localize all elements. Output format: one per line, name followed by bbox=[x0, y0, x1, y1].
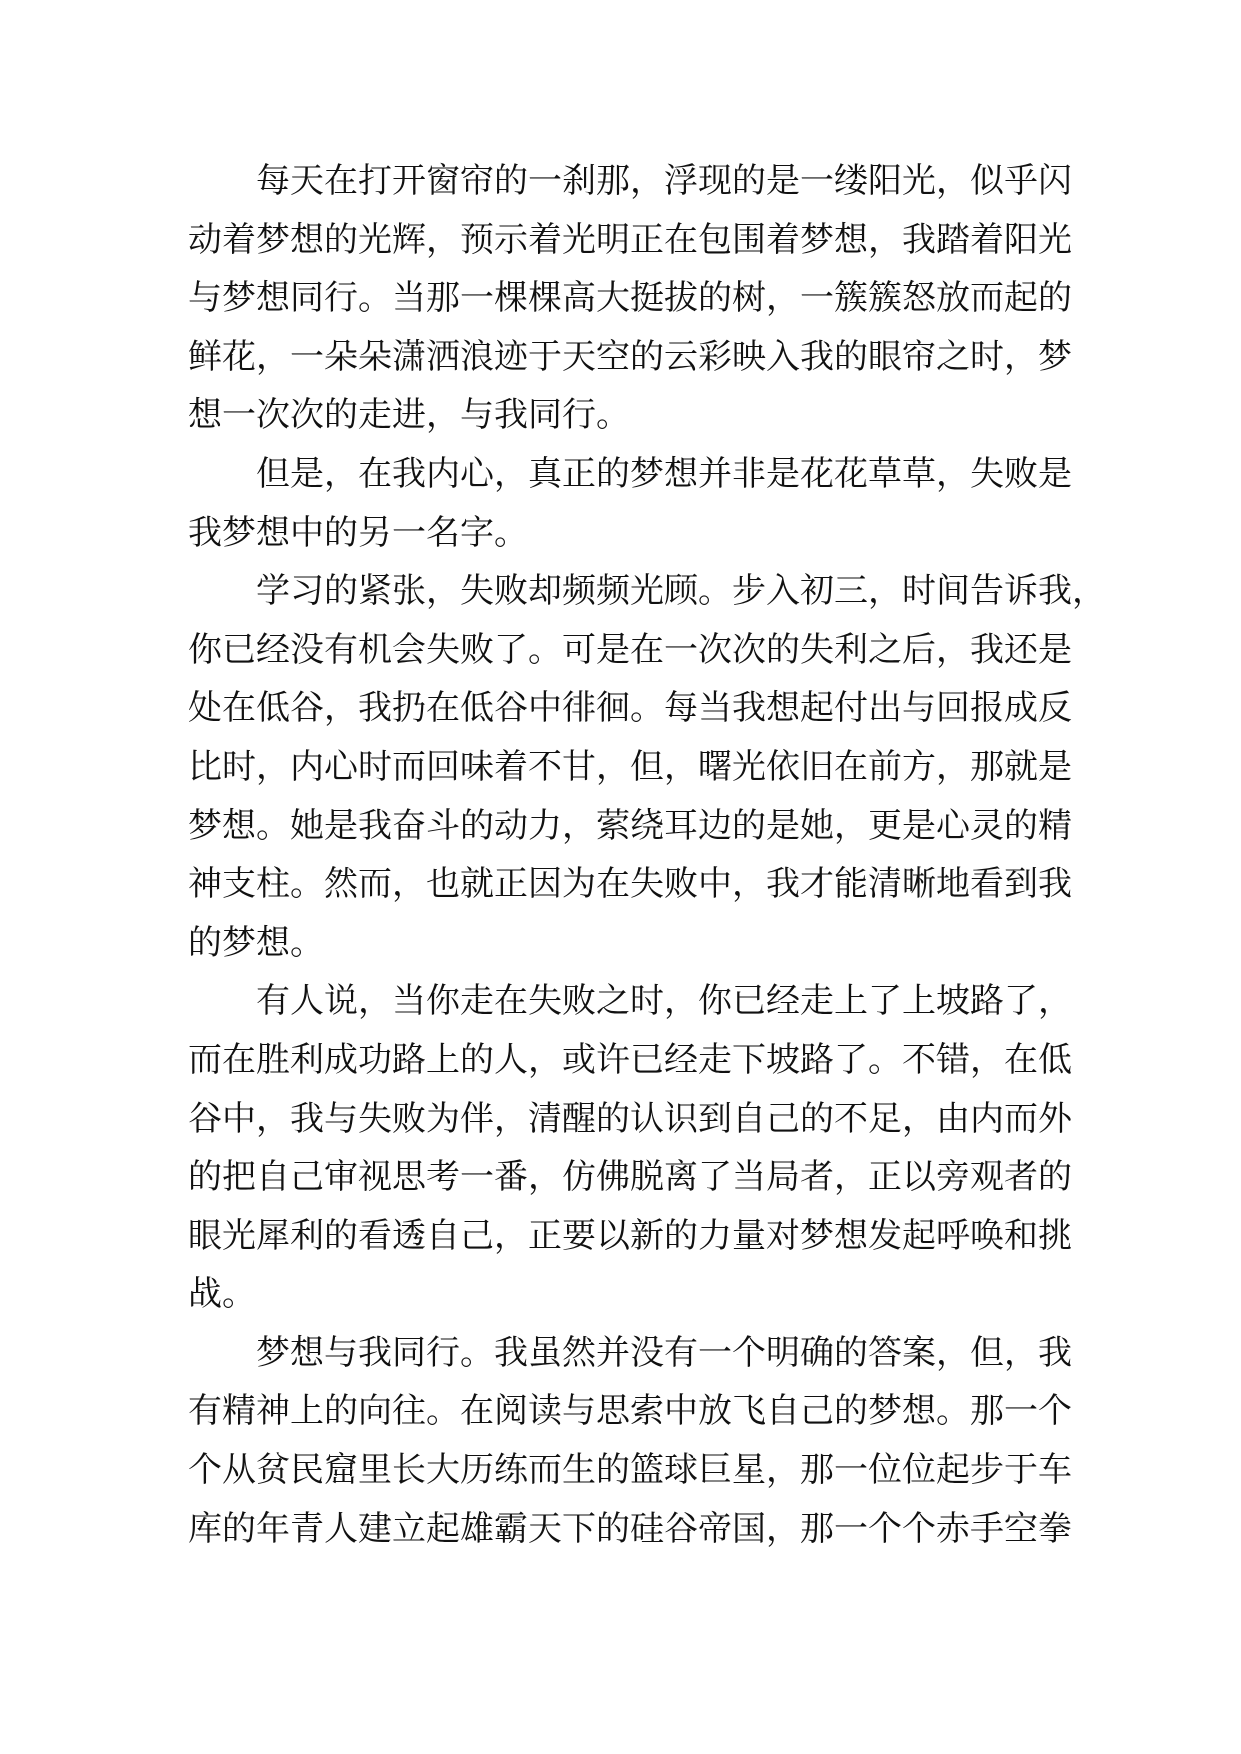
text-line: 梦想。她是我奋斗的动力，萦绕耳边的是她，更是心灵的精 bbox=[188, 805, 1072, 846]
text-line: 我梦想中的另一名字。 bbox=[188, 512, 528, 553]
paragraph bbox=[188, 152, 1072, 445]
text-line: 你已经没有机会失败了。可是在一次次的失利之后，我还是 bbox=[188, 629, 1072, 670]
text-line: 鲜花，一朵朵潇洒浪迹于天空的云彩映入我的眼帘之时，梦 bbox=[188, 336, 1072, 377]
paragraph bbox=[188, 1324, 1072, 1558]
text-line: 但是，在我内心，真正的梦想并非是花花草草，失败是 bbox=[256, 453, 1072, 494]
body-text bbox=[188, 152, 1106, 1558]
text-line: 与梦想同行。当那一棵棵高大挺拔的树，一簇簇怒放而起的 bbox=[188, 278, 1072, 319]
text-line: 库的年青人建立起雄霸天下的硅谷帝国，那一个个赤手空拳 bbox=[188, 1508, 1072, 1549]
text-line: 处在低谷，我扔在低谷中徘徊。每当我想起付出与回报成反 bbox=[188, 688, 1072, 729]
paragraph bbox=[188, 445, 1072, 562]
text-line: 有精神上的向往。在阅读与思索中放飞自己的梦想。那一个 bbox=[188, 1391, 1072, 1432]
text-line: 的梦想。 bbox=[188, 922, 324, 963]
text-line: 个从贫民窟里长大历练而生的篮球巨星，那一位位起步于车 bbox=[188, 1450, 1072, 1491]
text-line: 想一次次的走进，与我同行。 bbox=[188, 395, 630, 436]
text-line: 每天在打开窗帘的一刹那，浮现的是一缕阳光，似乎闪 bbox=[256, 161, 1072, 201]
text-line: 而在胜利成功路上的人，或许已经走下坡路了。不错，在低 bbox=[188, 1039, 1072, 1080]
text-line: 动着梦想的光辉，预示着光明正在包围着梦想，我踏着阳光 bbox=[188, 219, 1072, 260]
paragraph bbox=[188, 562, 1106, 972]
text-line: 眼光犀利的看透自己，正要以新的力量对梦想发起呼唤和挑 bbox=[188, 1215, 1072, 1256]
text-line: 比时，内心时而回味着不甘，但，曙光依旧在前方，那就是 bbox=[188, 746, 1072, 787]
text-line: 的把自己审视思考一番，仿佛脱离了当局者，正以旁观者的 bbox=[188, 1157, 1072, 1198]
paragraph bbox=[188, 972, 1072, 1324]
text-line: 有人说，当你走在失败之时，你已经走上了上坡路了， bbox=[256, 981, 1072, 1022]
text-line: 梦想与我同行。我虽然并没有一个明确的答案，但，我 bbox=[256, 1332, 1072, 1373]
text-line: 战。 bbox=[188, 1274, 256, 1315]
text-line: 谷中，我与失败为伴，清醒的认识到自己的不足，由内而外 bbox=[188, 1098, 1072, 1139]
text-line: 神支柱。然而，也就正因为在失败中，我才能清晰地看到我 bbox=[188, 864, 1072, 905]
text-line: 学习的紧张，失败却频频光顾。步入初三，时间告诉我， bbox=[256, 571, 1106, 612]
